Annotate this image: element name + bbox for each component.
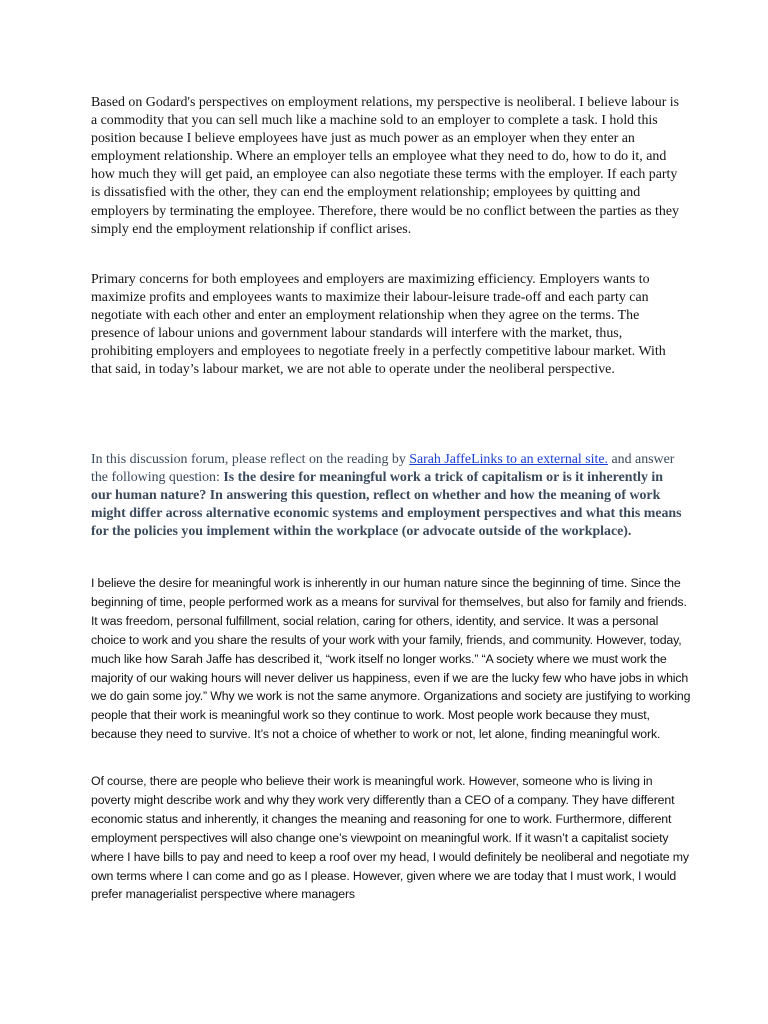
answer-paragraph-meaningful-work: Of course, there are people who believe their work is meaningful work. However, someone who is living in poverty might describe work and why they work very differently than a CEO of a company. They have different economic status and inherently, it changes the meaning and reasoning for one to work. Furthermore, different employment perspectives will also change one’s viewpoint on meaningful work. If it wasn’t a capitalist society where I have bills to pay and need to keep a roof over my head, I would definitely be neoliberal and negotiate my own terms where I can come and go as I please. However, given where we are today that I must work, I would prefer managerialist perspective where managers xyxy=(91,774,689,902)
prompt-after-link-text: and answer the following question: xyxy=(91,452,675,486)
sarah-jaffe-link[interactable]: Sarah JaffeLinks to an external site. xyxy=(409,452,609,467)
prompt-intro-text: In this discussion forum, please reflect on the reading by xyxy=(91,452,410,467)
discussion-prompt xyxy=(91,451,683,541)
prompt-question: Is the desire for meaningful work a trick of capitalism or is it inherently in our human nature? In answering this question, reflect on whether and how the meaning of work might differ across alternative economic systems and employment perspectives and what this means for the policies you implement within the workplace (or advocate outside of the workplace). xyxy=(91,470,682,540)
answer-paragraph-human-nature: I believe the desire for meaningful work is inherently in our human nature since the beginning of time. Since the beginning of time, people performed work as a means for survival for themselves, but also for family and friends. It was freedom, personal fulfillment, social relation, caring for others, identity, and service. It was a personal choice to work and you share the results of your work with your family, friends, and community. However, today, much like how Sarah Jaffe has described it, “work itself no longer works.” “A society where we must work the majority of our waking hours will never deliver us happiness, even if we are the lucky few who have jobs in which we do gain some joy.” Why we work is not the same anymore. Organizations and society are justifying to working people that their work is meaningful work so they continue to work. Most people work because they must, because they need to survive. It’s not a choice of whether to work or not, let alone, finding meaningful work. xyxy=(91,576,691,742)
paragraph-neoliberal-perspective: Based on Godard's perspectives on employment relations, my perspective is neoliberal. I believe labour is a commodity that you can sell much like a machine sold to an employer to complete a task. I hold this position because I believe employees have just as much power as an employer when they enter an employment relationship. Where an employer tells an employee what they need to do, how to do it, and how much they will get paid, an employee can also negotiate these terms with the employer. If each party is dissatisfied with the other, they can end the employment relationship; employees by quitting and employers by terminating the employee. Therefore, there would be no conflict between the parties as they simply end the employment relationship if conflict arises. xyxy=(91,95,680,237)
paragraph-primary-concerns: Primary concerns for both employees and employers are maximizing efficiency. Employers wants to maximize profits and employees wants to maximize their labour-leisure trade-off and each party can negotiate with each other and enter an employment relationship when they agree on the terms. The presence of labour unions and government labour standards will interfere with the market, thus, prohibiting employers and employees to negotiate freely in a perfectly competitive labour market. With that said, in today’s labour market, we are not able to operate under the neoliberal perspective. xyxy=(91,272,666,378)
